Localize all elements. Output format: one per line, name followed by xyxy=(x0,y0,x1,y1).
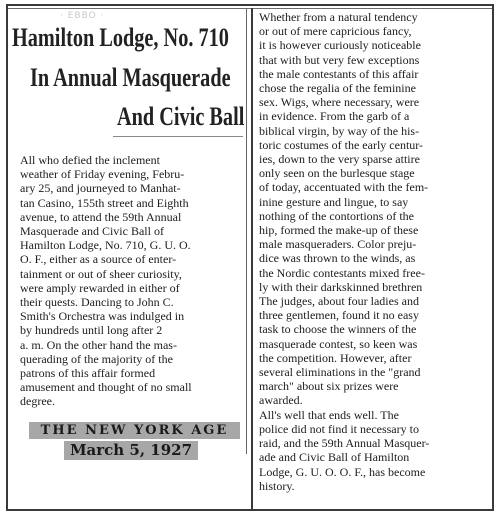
article-line: the male contestants of this affair xyxy=(259,66,419,81)
headline-line-1: Hamilton Lodge, No. 710 xyxy=(12,23,229,52)
article-line: were amply rewarded in either of xyxy=(20,280,180,295)
article-line: by hundreds until long after 2 xyxy=(20,323,163,338)
article-line: Whether from a natural tendency xyxy=(259,10,418,24)
article-line: The judges, about four ladies and xyxy=(259,294,419,309)
article-line: sex. Wigs, where necessary, were xyxy=(259,95,420,110)
right-border-rule xyxy=(492,4,494,511)
article-line: Smith's Orchestra was indulged in xyxy=(20,309,185,324)
article-line: tainment or out of sheer curiosity, xyxy=(20,266,182,281)
column-divider xyxy=(251,8,253,510)
article-line: awarded. xyxy=(259,393,303,408)
top-border-rule xyxy=(6,4,494,6)
article-line: All's well that ends well. The xyxy=(259,407,399,422)
article-line: history. xyxy=(259,478,295,493)
article-line: degree. xyxy=(20,394,55,409)
headline-underline xyxy=(113,136,243,137)
article-line: male masqueraders. Color preju- xyxy=(259,237,417,252)
article-line: toric costumes of the early centur- xyxy=(259,137,424,152)
article-line: nothing of the contortions of the xyxy=(259,208,414,223)
article-line: hip, formed the make-up of these xyxy=(259,223,419,238)
headline-line-2: In Annual Masquerade xyxy=(30,63,231,92)
source-date-label: March 5, 1927 xyxy=(64,441,198,460)
article-line: march" about six prizes were xyxy=(259,379,399,394)
article-line: ies, down to the very sparse attire xyxy=(259,152,420,167)
left-border-rule xyxy=(6,4,8,511)
bottom-border-rule xyxy=(6,509,494,511)
article-line: patrons of this affair formed xyxy=(20,366,156,381)
article-line: Lodge, G. U. O. O. F., has become xyxy=(259,464,426,479)
article-line: the competition. However, after xyxy=(259,350,412,365)
article-line: ly with their darkskinned brethren xyxy=(259,279,423,294)
article-line: task to choose the winners of the xyxy=(259,322,417,337)
article-line: a. m. On the other hand the mas- xyxy=(20,337,177,352)
article-line: only seen on the burlesque stage xyxy=(259,166,415,181)
article-line: avenue, to attend the 59th Annual xyxy=(20,209,182,224)
top-border-rule-thin xyxy=(6,8,494,9)
article-line: police did not find it necessary to xyxy=(259,421,419,436)
article-line: Masquerade and Civic Ball of xyxy=(20,224,164,239)
article-line: weather of Friday evening, Febru- xyxy=(20,167,185,182)
column-divider-thin xyxy=(246,8,247,454)
article-line: chose the regalia of the feminine xyxy=(259,81,416,96)
article-line: querading of the majority of the xyxy=(20,351,173,366)
article-line: that with but very few exceptions xyxy=(259,52,420,67)
article-line: the Nordic contestants mixed free- xyxy=(259,265,425,280)
article-left-column xyxy=(20,153,244,409)
article-line: several eliminations in the "grand xyxy=(259,365,421,380)
source-publication-label: THE NEW YORK AGE xyxy=(29,422,240,439)
article-line: ade and Civic Ball of Hamilton xyxy=(259,450,410,465)
headline-line-3: And Civic Ball xyxy=(117,102,245,131)
article-line: Hamilton Lodge, No. 710, G. U. O. xyxy=(20,238,191,253)
article-line: it is however curiously noticeable xyxy=(259,38,421,53)
article-line: three gentlemen, found it no easy xyxy=(259,308,419,323)
article-line: tan Casino, 155th street and Eighth xyxy=(20,195,189,210)
article-line: All who defied the inclement xyxy=(20,153,160,167)
article-right-column xyxy=(259,10,491,493)
article-line: or out of mere capricious fancy, xyxy=(259,24,412,39)
article-line: amusement and thought of no small xyxy=(20,380,192,395)
article-line: masquerade contest, so keen was xyxy=(259,336,418,351)
article-line: in evidence. From the garb of a xyxy=(259,109,410,124)
bleed-through-text: · EBBO · xyxy=(60,11,105,21)
article-line: of today, accentuated with the fem- xyxy=(259,180,429,195)
article-line: inine gesture and lingue, to say xyxy=(259,194,409,209)
article-line: raid, and the 59th Annual Masquer- xyxy=(259,436,430,451)
article-line: biblical virgin, by way of the his- xyxy=(259,123,420,138)
article-line: their quests. Dancing to John C. xyxy=(20,295,174,310)
article-line: ary 25, and journeyed to Manhat- xyxy=(20,181,181,196)
article-line: dice was thrown to the winds, as xyxy=(259,251,416,266)
article-line: O. F., either as a source of enter- xyxy=(20,252,177,267)
